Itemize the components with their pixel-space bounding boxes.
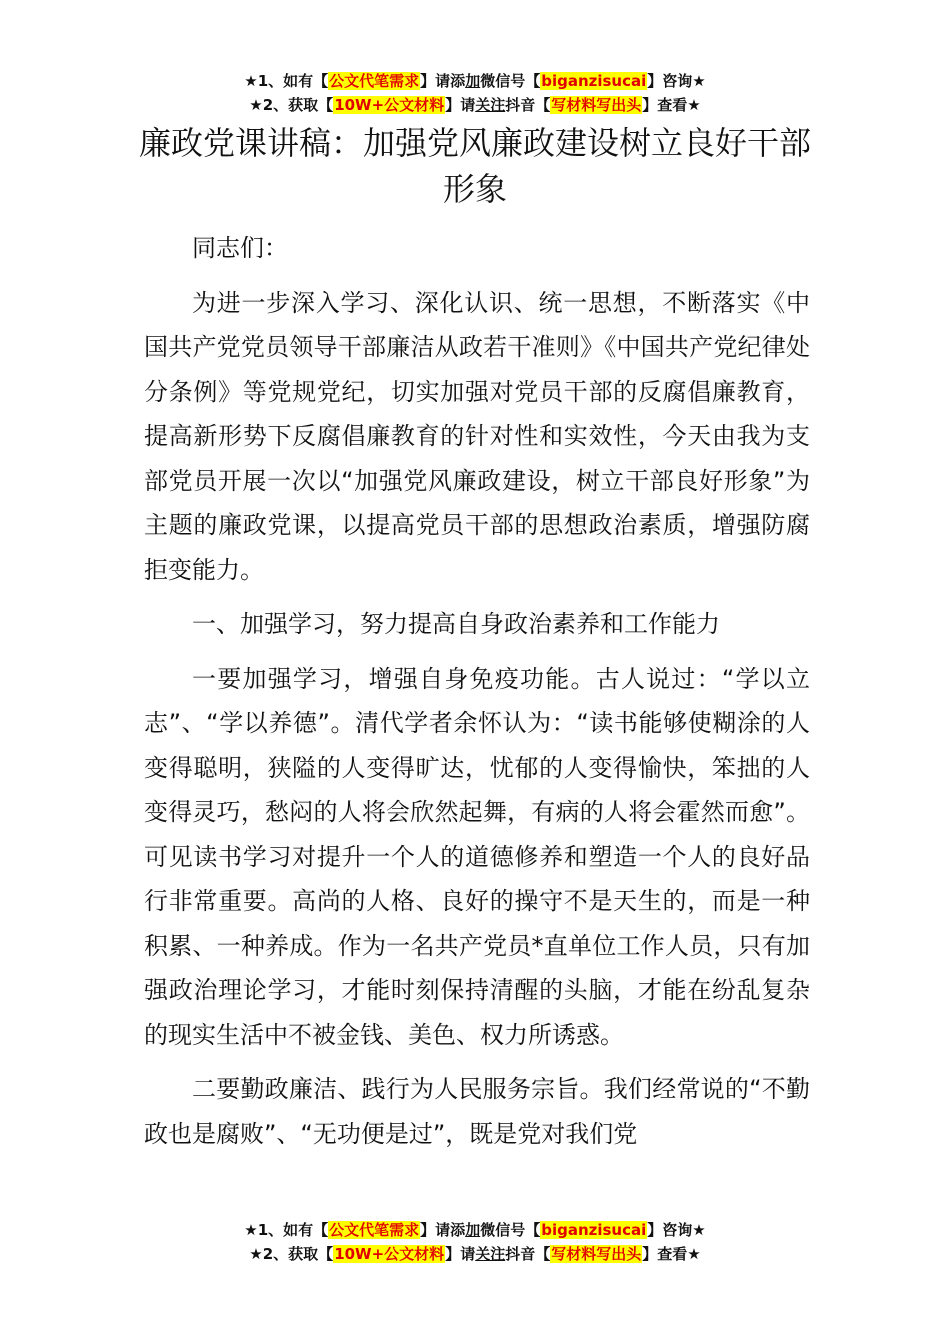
- promo-douyin-name: 写材料写出头: [551, 96, 642, 114]
- paragraph: 二要勤政廉洁、践行为人民服务宗旨。我们经常说的“不勤政也是腐败”、“无功便是过”，既是党对我们党: [144, 1075, 810, 1148]
- section-heading: 一、加强学习，努力提高自身政治素养和工作能力: [192, 610, 720, 638]
- promo-line-2: ★2、获取【10W+公文材料】请关注抖音【写材料写出头】查看★: [249, 1245, 701, 1263]
- promo-highlight: 10W+公文材料: [334, 96, 445, 114]
- paragraph: 为进一步深入学习、深化认识、统一思想，不断落实《中国共产党党员领导干部廉洁从政若干准则》《中国共产党纪律处分条例》等党规党纪，切实加强对党员干部的反腐倡廉教育，提高新形势下反腐倡廉教育的针对性和实效性，今天由我为支部党员开展一次以“加强党风廉政建设，树立干部良好形象”为主题的廉政党课，以提高党员干部的思想政治素质，增强防腐拒变能力。: [144, 288, 810, 584]
- promo-wechat-id: biganzisucai: [541, 72, 647, 90]
- promo-line-1: ★1、如有【公文代笔需求】请添加微信号【biganzisucai】咨询★: [244, 72, 706, 90]
- header-promo-banner: [0, 69, 950, 117]
- document-title: 廉政党课讲稿：加强党风廉政建设树立良好干部形象: [138, 124, 811, 208]
- promo-line-1: ★1、如有【公文代笔需求】请添加微信号【biganzisucai】咨询★: [244, 1221, 706, 1239]
- promo-highlight: 10W+公文材料: [334, 1245, 445, 1263]
- document-body: [144, 226, 810, 1156]
- promo-highlight: 公文代笔需求: [329, 1221, 420, 1239]
- promo-douyin-name: 写材料写出头: [551, 1245, 642, 1263]
- footer-promo-banner: [0, 1218, 950, 1266]
- promo-wechat-id: biganzisucai: [541, 1221, 647, 1239]
- promo-highlight: 公文代笔需求: [329, 72, 420, 90]
- salutation: 同志们：: [192, 234, 288, 262]
- paragraph: 一要加强学习，增强自身免疫功能。古人说过：“学以立志”、“学以养德”。清代学者余怀认为：“读书能够使糊涂的人变得聪明，狭隘的人变得旷达，忧郁的人变得愉快，笨拙的人变得灵巧，愁闷的人将会欣然起舞，有病的人将会霍然而愈”。可见读书学习对提升一个人的道德修养和塑造一个人的良好品行非常重要。高尚的人格、良好的操守不是天生的，而是一种积累、一种养成。作为一名共产党员*直单位工作人员，只有加强政治理论学习，才能时刻保持清醒的头脑，才能在纷乱复杂的现实生活中不被金钱、美色、权力所诱惑。: [144, 664, 810, 1049]
- promo-line-2: ★2、获取【10W+公文材料】请关注抖音【写材料写出头】查看★: [249, 96, 701, 114]
